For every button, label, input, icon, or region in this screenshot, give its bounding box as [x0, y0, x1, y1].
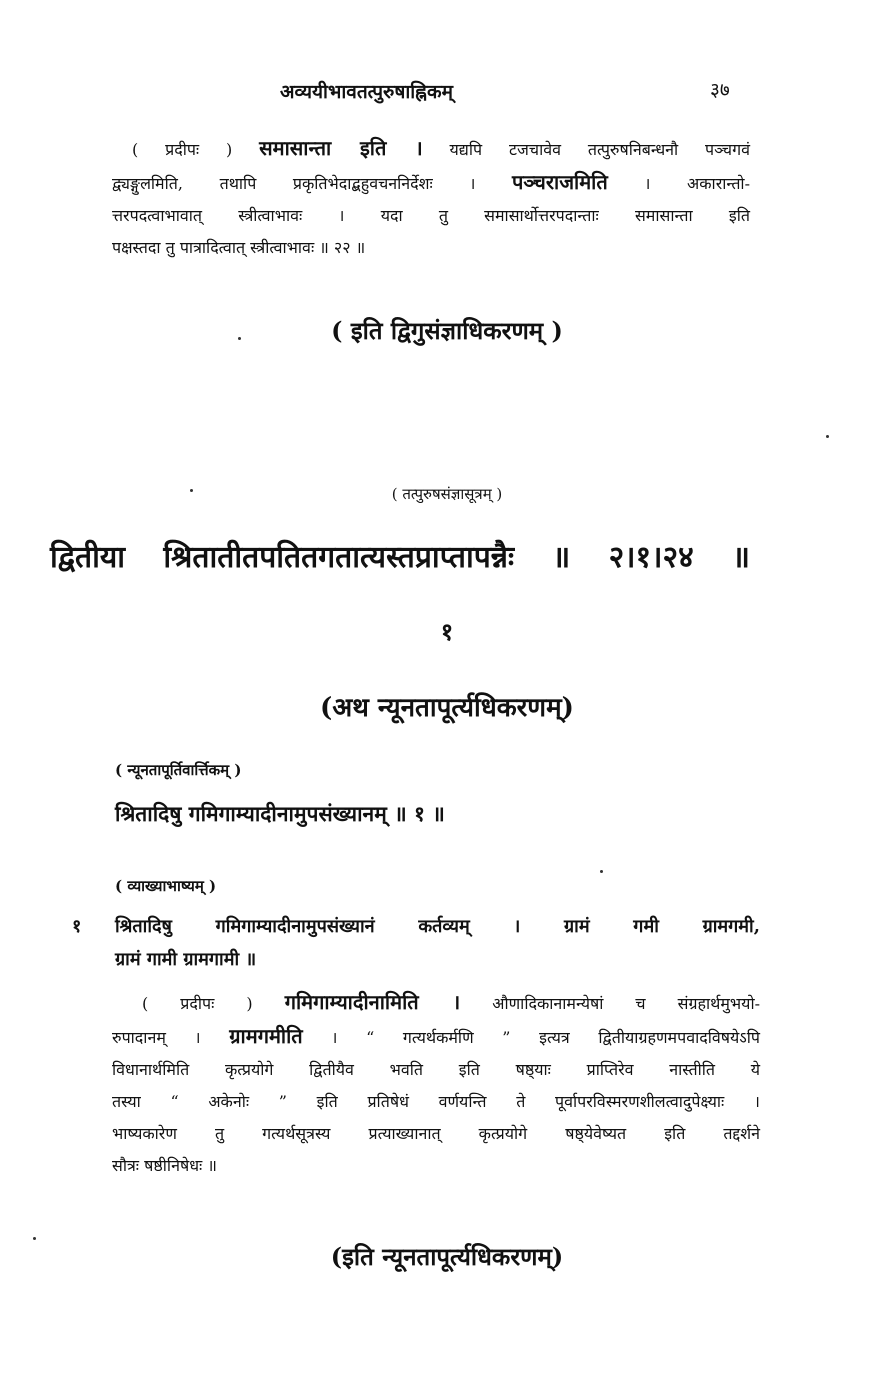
commentary-line	[112, 1020, 760, 1054]
bhasya-number: १	[72, 916, 82, 937]
vartika-label: ( न्यूनतापूर्तिवार्त्तिकम् )	[115, 761, 242, 779]
pradipa-commentary-2	[112, 986, 760, 1182]
section-end-heading: (इति न्यूनतापूर्त्यधिकरणम्)	[330, 1242, 564, 1271]
sutra-number: १	[440, 617, 454, 646]
commentary-line: विधानार्थमिति कृत्प्रयोगे द्वितीयैव भवति इति षष्ठ्याः प्राप्तिरेव नास्तीति ये	[112, 1060, 760, 1079]
sutra-text: द्वितीया श्रितातीतपतितगतात्यस्तप्राप्तापन्नैः ॥ २।१।२४ ॥	[50, 540, 750, 575]
commentary-line: पक्षस्तदा तु पात्रादित्वात् स्त्रीत्वाभावः ॥ २२ ॥	[112, 238, 366, 257]
commentary-line	[112, 132, 750, 166]
commentary-line	[112, 166, 750, 200]
commentary-line: तस्या “ अकेनोः ” इति प्रतिषेधं वर्णयन्ति ते पूर्वापरविस्मरणशीलत्वादुपेक्ष्याः ।	[112, 1092, 760, 1111]
page-number: ३७	[710, 79, 730, 101]
bhasya-label: ( व्याख्याभाष्यम् )	[115, 877, 217, 895]
commentary-line: सौत्रः षष्ठीनिषेधः ॥	[112, 1156, 217, 1175]
section-begin-heading: (अथ न्यूनतापूर्त्यधिकरणम्)	[320, 693, 574, 723]
bhasya-line: श्रितादिषु गमिगाम्यादीनामुपसंख्यानं कर्तव्यम् । ग्रामं गमी ग्रामगमी,	[115, 916, 760, 937]
commentary-text: यद्यपि टजचावेव तत्पुरुषनिबन्धनौ पञ्चगवं	[449, 140, 750, 159]
lemma: गमिगाम्यादीनामिति ।	[284, 990, 461, 1014]
commentary-line: त्तरपदत्वाभावात् स्त्रीत्वाभावः । यदा तु समासार्थोत्तरपदान्ताः समासान्ता इति	[112, 206, 750, 225]
pradipa-commentary-1	[112, 132, 750, 264]
scan-speck	[33, 1237, 36, 1240]
pradipa-tag: ( प्रदीपः )	[142, 994, 253, 1013]
commentary-text: रुपादानम् ।	[112, 1028, 230, 1047]
commentary-text: । अकारान्तो-	[607, 174, 750, 193]
commentary-text: । “ गत्यर्थकर्मणि ” इत्यत्र द्वितीयाग्रहणमपवादविषयेऽपि	[302, 1028, 760, 1047]
vartika-text: श्रितादिषु गमिगाम्यादीनामुपसंख्यानम् ॥ १ ॥	[115, 801, 445, 826]
bhasya-line: ग्रामं गामी ग्रामगामी ॥	[115, 949, 257, 970]
pradipa-tag: ( प्रदीपः )	[132, 140, 233, 159]
commentary-line	[112, 986, 760, 1020]
lemma: ग्रामगमीति	[229, 1024, 303, 1048]
scan-speck	[826, 435, 829, 438]
section-end-heading: ( इति द्विगुसंज्ञाधिकरणम् )	[331, 316, 563, 345]
commentary-text: औणादिकानामन्येषां च संग्रहार्थमुभयो-	[492, 994, 760, 1013]
lemma: समासान्ता इति ।	[259, 136, 423, 160]
scan-speck	[238, 337, 241, 340]
scan-speck	[190, 489, 193, 492]
scan-speck	[600, 870, 603, 873]
running-title: अव्ययीभावतत्पुरुषाह्निकम्	[280, 81, 453, 103]
commentary-line: भाष्यकारेण तु गत्यर्थसूत्रस्य प्रत्याख्यानात् कृत्प्रयोगे षष्ठ्येवेष्यत इति तद्दर्शने	[112, 1124, 760, 1143]
sutra-label: ( तत्पुरुषसंज्ञासूत्रम् )	[391, 485, 503, 503]
lemma: पञ्चराजमिति	[512, 170, 608, 194]
commentary-text: द्व्यङ्गुलमिति, तथापि प्रकृतिभेदाद्बहुवचननिर्देशः ।	[112, 174, 513, 193]
